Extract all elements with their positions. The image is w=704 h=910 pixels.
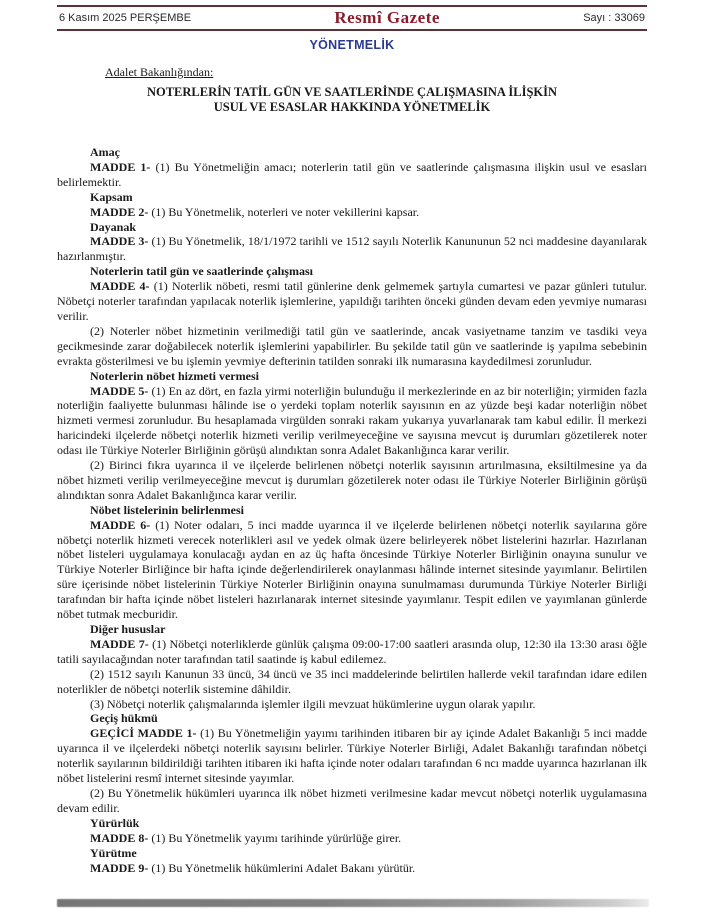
paragraph: (2) Birinci fıkra uyarınca il ve ilçelerde belirlenen nöbetçi noterlik sayısının artırılmasına, eksiltilmesine ya da nöbet hizmeti verilip verilmeyeceğine mevcut iş durumları gözetilerek noter odası ile Türkiye Noterler Birliğinin görüşü alındıktan sonra Adalet Bakanlığınca karar verilir. [57, 458, 647, 502]
section-heading: Noterlerin nöbet hizmeti vermesi [90, 368, 259, 383]
section-heading: Noterlerin tatil gün ve saatlerinde çalışması [90, 264, 313, 279]
section-heading: Nöbet listelerinin belirlenmesi [90, 502, 244, 517]
paragraph: GEÇİCİ MADDE 1- (1) Bu Yönetmeliğin yayımı tarihinden itibaren bir ay içinde Adalet Bakanlığı 5 inci madde uyarınca il ve ilçelerdeki nöbetçi noterlik sayısını belirler. Türkiye Noterler Birliği, Adalet Bakanlığı tarafından nöbetçi noterlik sayılarının bildirildiği tarihten itibaren iki hafta içinde noter odaları tarafından 6 ncı madde uyarınca hazırlanan ilk nöbet listelerini resmî internet sitesinde yayımlar. [57, 726, 647, 786]
regulation-title-line-2: USUL VE ESASLAR HAKKINDA YÖNETMELİK [213, 100, 491, 114]
document-body [57, 145, 647, 875]
paragraph: MADDE 5- (1) En az dört, en fazla yirmi noterliğin bulunduğu il merkezlerinde en az bir noterliğin; yirmiden fazla noterliğin faaliyette bulunması hâlinde ise o yerdeki toplam noterlik sayısının en az yüzde beşi kadar noterliğin nöbet hizmeti vermesi zorunludur. Bu hesaplamada virgülden sonraki rakam yukarıya yuvarlanarak tam kabul edilir. İl merkezi haricindeki ilçelerde nöbetçi noterlik hizmeti verilip verilmeyeceğine ve sayısına mevcut iş durumları gözetilerek noter odası ile Türkiye Noterler Birliğinin görüşü alındıktan sonra Adalet Bakanlığınca karar verilir. [57, 383, 648, 458]
section-heading: Amaç [90, 145, 120, 159]
paragraph: MADDE 8- (1) Bu Yönetmelik yayımı tarihinde yürürlüğe girer. [90, 830, 402, 845]
gazette-header [57, 5, 647, 31]
page-bottom-shadow [57, 899, 649, 907]
paragraph: MADDE 9- (1) Bu Yönetmelik hükümlerini Adalet Bakanı yürütür. [90, 860, 416, 875]
section-heading: Dayanak [90, 219, 137, 234]
paragraph: MADDE 4- (1) Noterlik nöbeti, resmi tatil günlerine denk gelmemek şartıyla cumartesi ve pazar günleri tutulur. Nöbetçi noterler tarafından yapılacak noterlik işlemlerine, yapıldığı tarihten önceki günden devam eden yevmiye numarası verilir. [57, 279, 648, 323]
paragraph: MADDE 2- (1) Bu Yönetmelik, noterleri ve noter vekillerini kapsar. [90, 204, 420, 219]
paragraph: MADDE 7- (1) Nöbetçi noterliklerde günlük çalışma 09:00-17:00 saatleri arasında olup, 12:30 ila 13:30 arası öğle tatili sayılacağından noter tarafından tatil saatinde iş kabul edilemez. [57, 636, 648, 666]
section-heading: Kapsam [90, 189, 133, 204]
paragraph: MADDE 1- (1) Bu Yönetmeliğin amacı; noterlerin tatil gün ve saatlerinde çalışmasına ilişkin usul ve esasları belirlemektir. [57, 159, 647, 189]
section-heading: Yürürlük [90, 815, 140, 830]
page-content [57, 5, 647, 875]
paragraph: (2) 1512 sayılı Kanunun 33 üncü, 34 üncü ve 35 inci maddelerinde belirtilen hallerde vekil tarafından idare edilen noterlikler de nöbetçi noterlik sistemine dâhildir. [57, 666, 647, 696]
gazette-issue-number: Sayı : 33069 [583, 12, 645, 24]
issuing-authority: Adalet Bakanlığından: [105, 65, 214, 79]
paragraph: MADDE 6- (1) Noter odaları, 5 inci madde uyarınca il ve ilçelerde belirlenen nöbetçi noterlik sayılarına göre nöbetçi noterlik hizmeti verecek noterlikleri asıl ve yedek olmak üzere belirleyerek nöbet listelerini hazırlar. Hazırlanan nöbet listeleri uygulamaya konulacağı aydan en az üç hafta öncesinde Türkiye Noterler Birliğinin onayına sunulur ve Türkiye Noterler Birliğince bir hafta içinde değerlendirilerek onaylanması hâlinde internet sitesinde yayımlanır. Belirtilen süre içerisinde nöbet listelerinin Türkiye Noterler Birliğinin onayına sunulmaması durumunda Türkiye Noterler Birliği tarafından bir hafta içinde nöbet listeleri hazırlanarak internet sitesinde yayımlanır. Tespit edilen ve yayımlanan günlerde nöbet tutmak mecburidir. [57, 517, 647, 622]
paragraph: (2) Bu Yönetmelik hükümleri uyarınca ilk nöbet hizmeti verilmesine kadar mevcut nöbetçi noterlik uygulamasına devam edilir. [57, 785, 647, 815]
section-heading: Diğer hususlar [90, 622, 166, 636]
paragraph: (3) Nöbetçi noterlik çalışmalarında işlemler ilgili mevzuat hükümlerine uygun olarak yapılır. [90, 696, 536, 711]
gazette-masthead: Resmî Gazete [334, 8, 440, 27]
section-heading: Geçiş hükmü [90, 711, 158, 726]
paragraph: (2) Noterler nöbet hizmetinin verilmediği tatil gün ve saatlerinde, ancak vasiyetname tanzim ve tasdiki veya gecikmesinde zarar doğabilecek noterlik işlemlerini yapabilirler. Bu şekilde tatil gün ve saatlerinde iş yapılma sebebinin evrakta gösterilmesi ve bu işlemin yevmiye defterinin tatilden sonraki ilk numarasına kaydedilmesi zorunludur. [57, 323, 647, 368]
section-heading: Yürütme [90, 845, 137, 860]
regulation-title-line-1: NOTERLERİN TATİL GÜN VE SAATLERİNDE ÇALIŞMASINA İLİŞKİN [146, 85, 558, 99]
gazette-date: 6 Kasım 2025 PERŞEMBE [59, 12, 192, 24]
paragraph: MADDE 3- (1) Bu Yönetmelik, 18/1/1972 tarihli ve 1512 sayılı Noterlik Kanununun 52 nci maddesine dayanılarak hazırlanmıştır. [57, 234, 647, 264]
section-banner: YÖNETMELİK [309, 38, 395, 52]
